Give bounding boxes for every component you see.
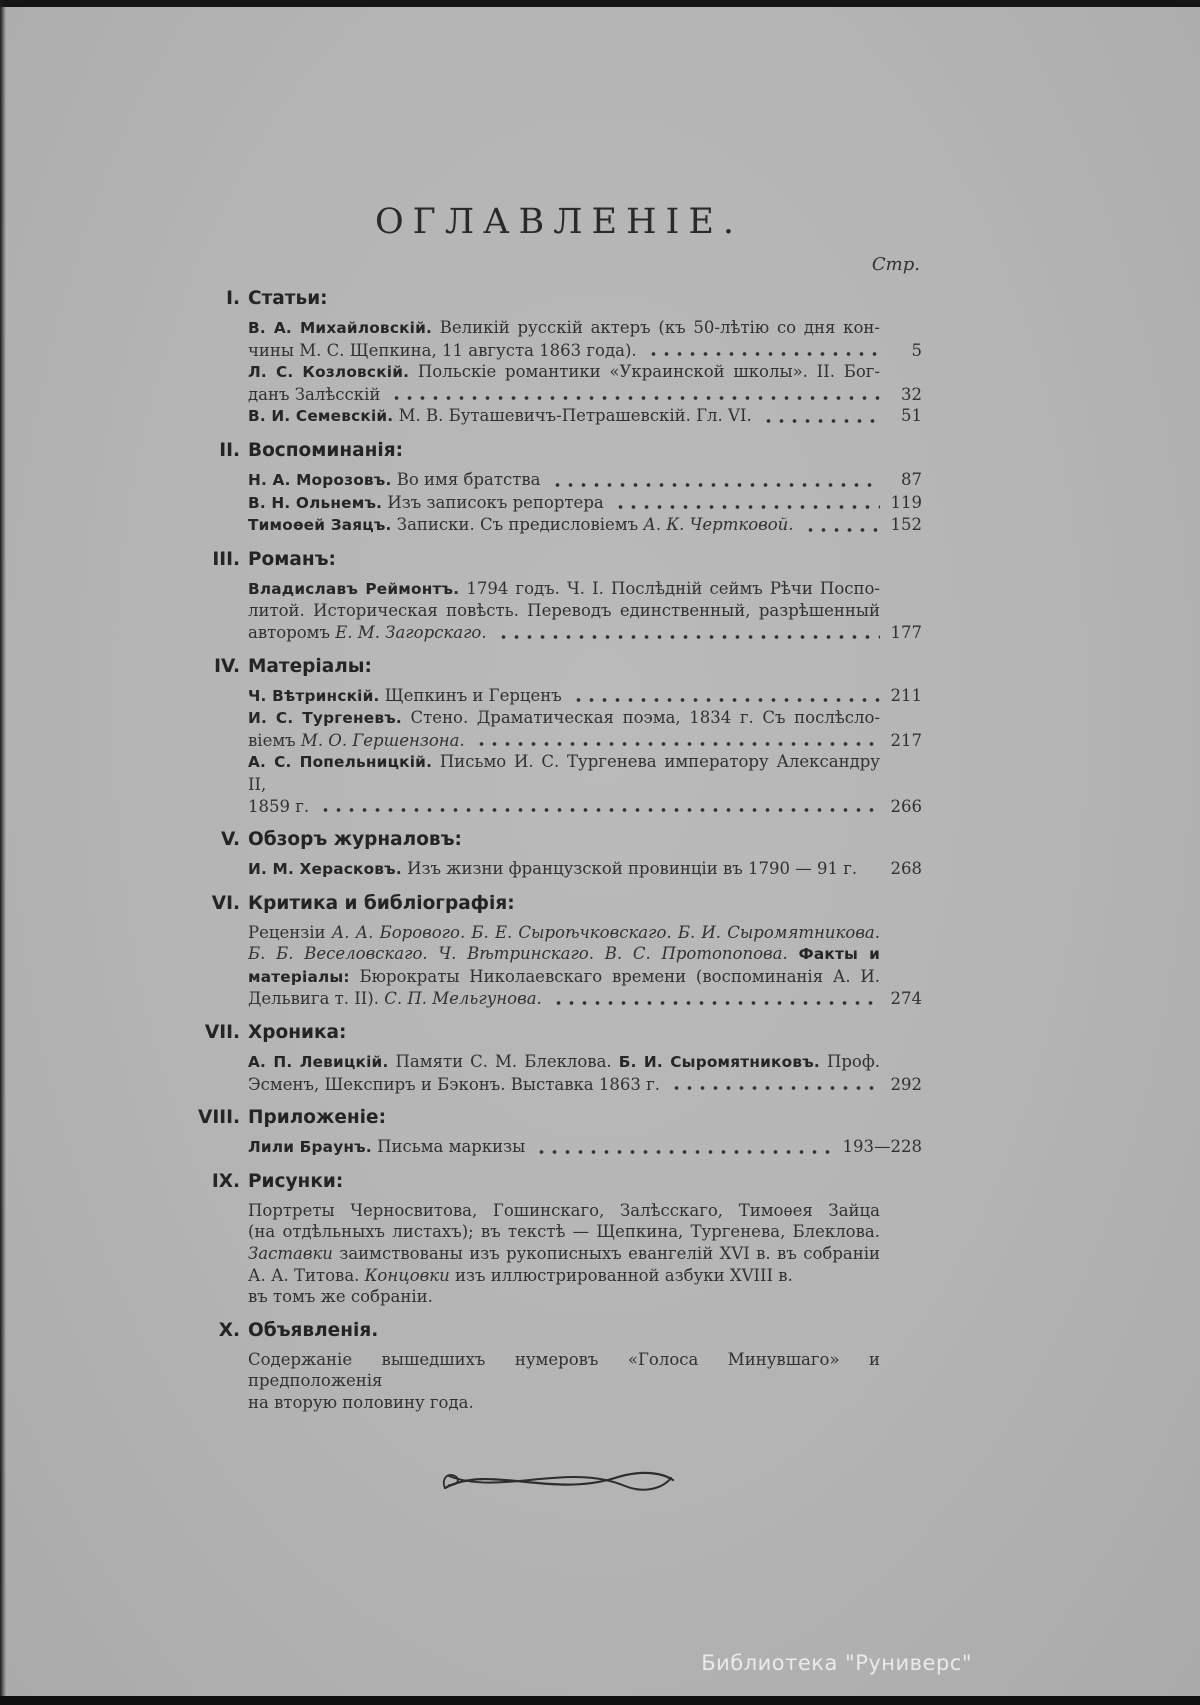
toc-line (248, 340, 922, 362)
page-title: ОГЛАВЛЕНІЕ. (374, 202, 744, 242)
section-number: IX. (211, 1170, 240, 1192)
dot-leader (475, 741, 880, 747)
dot-leader (319, 807, 880, 813)
text-run: Изъ записокъ репортера (382, 492, 604, 512)
toc-line-text (248, 514, 794, 537)
section-heading (196, 1106, 922, 1130)
toc-line (248, 1286, 922, 1308)
section-entries (248, 858, 922, 881)
section-title: Критика и библіографія: (248, 892, 515, 914)
text-run: Рецензіи (248, 922, 332, 942)
toc-line (248, 1243, 922, 1265)
author-name: А. С. Попельницкій. (248, 753, 433, 772)
scan-edge-bottom (0, 1696, 1200, 1705)
toc-line (248, 796, 922, 818)
toc-line (248, 384, 922, 406)
toc-line-text (248, 1221, 880, 1243)
toc-line-text (248, 858, 857, 881)
page-number: 87 (901, 469, 922, 489)
toc-line (248, 361, 922, 384)
dot-leader (535, 1149, 834, 1155)
section-entries (248, 685, 922, 818)
text-run: литой. Историческая повѣсть. Переводъ единственный, разрѣшенный (248, 601, 880, 621)
toc-line (248, 405, 922, 428)
toc-line (248, 1349, 922, 1392)
section-title: Романъ: (248, 548, 336, 570)
section-number: II. (219, 439, 240, 461)
toc-section (196, 1170, 922, 1308)
toc-line (248, 469, 922, 492)
author-name: Н. А. Морозовъ. (248, 470, 392, 489)
italic-name: А. А. Борового. Б. Е. Сыроѣчковскаго. Б. И. Сыромятникова. (331, 922, 881, 942)
section-heading (196, 439, 922, 463)
toc-line-text (248, 578, 880, 601)
section-title: Обзоръ журналовъ: (248, 829, 462, 851)
toc-line (248, 1200, 922, 1222)
toc-line-text (248, 384, 380, 406)
page-number: 266 (890, 796, 922, 816)
section-number: VII. (204, 1022, 240, 1044)
page-number: 193—228 (842, 1137, 922, 1157)
page-number: 5 (911, 340, 922, 360)
toc-line (248, 1265, 922, 1287)
section-entries (248, 1349, 922, 1414)
text-run: Бюрократы Николаевскаго времени (воспоминанія А. И. (349, 966, 880, 986)
section-heading (196, 892, 922, 916)
dot-leader (552, 1000, 880, 1006)
author-name: Тимоѳей Заяцъ. (248, 516, 392, 535)
dot-leader (551, 482, 881, 488)
toc-line-text (248, 751, 880, 795)
section-number: III. (212, 548, 240, 570)
toc-line (248, 514, 922, 537)
text-run: Письмо И. С. Тургенева императору Александру II, (248, 752, 880, 794)
toc-line (248, 685, 922, 708)
toc-line-text (248, 988, 542, 1010)
section-title: Приложеніе: (248, 1107, 386, 1129)
dot-leader (804, 527, 880, 533)
page-number: 211 (890, 685, 922, 705)
toc-line-text (248, 707, 880, 730)
dot-leader (390, 395, 880, 401)
page-number: 268 (890, 859, 922, 879)
scan-edge-left (0, 0, 6, 1705)
section-entries (248, 578, 922, 644)
section-heading (196, 1319, 922, 1343)
text-run: данъ Залѣсскій (248, 384, 381, 404)
toc-section (196, 892, 922, 1010)
toc-line-text (248, 1136, 525, 1159)
page-number: 274 (890, 989, 922, 1009)
section-entries (248, 1200, 922, 1308)
toc-line-text (248, 340, 637, 362)
toc-line-text (248, 1243, 880, 1265)
section-heading (196, 655, 922, 679)
italic-name: А. К. Чертковой. (643, 515, 794, 535)
italic-name: М. О. Гершензона. (300, 730, 465, 750)
author-name: Л. С. Козловскій. (248, 363, 410, 382)
toc-line-text (248, 966, 880, 989)
page-number: 32 (901, 384, 922, 404)
page-number: 217 (890, 730, 922, 750)
toc-line (248, 922, 922, 944)
section-title: Хроника: (248, 1022, 347, 1044)
toc-line-text (248, 796, 309, 818)
section-title: Матеріалы: (248, 655, 372, 677)
section-heading (196, 828, 922, 852)
section-title: Воспоминанія: (248, 439, 404, 461)
toc-line-text (248, 469, 541, 492)
text-run: Эсменъ, Шекспиръ и Бэконъ. Выставка 1863 г. (248, 1074, 661, 1094)
author-name: И. М. Херасковъ. (248, 860, 402, 879)
text-run: (на отдѣльныхъ листахъ); въ текстѣ — Щепкина, Тургенева, Блеклова. (248, 1222, 880, 1242)
text-run: Стено. Драматическая поэма, 1834 г. Съ послѣсло- (401, 708, 881, 728)
flourish-ornament (196, 1458, 922, 1506)
section-heading (196, 548, 922, 572)
author-name: Владиславъ Реймонтъ. (248, 579, 460, 598)
section-heading (196, 1021, 922, 1045)
text-run: Портреты Черносвитова, Гошинскаго, Залѣсскаго, Тимоѳея Зайца (248, 1200, 880, 1220)
author-name: Лили Браунъ. (248, 1138, 372, 1157)
text-run: чины М. С. Щепкина, 11 августа 1863 года). (248, 340, 637, 360)
toc-line (248, 1051, 922, 1074)
dot-leader (647, 351, 880, 357)
author-name: В. А. Михайловскій. (248, 319, 433, 337)
toc-line-text (248, 492, 604, 515)
text-run: Щепкинъ и Герценъ (379, 685, 562, 705)
page-number: 292 (890, 1074, 922, 1094)
text-run: Во имя братства (391, 469, 541, 489)
page-number: 119 (890, 492, 922, 512)
toc-line-text (248, 685, 562, 708)
toc-section (196, 1319, 922, 1414)
toc-line (248, 578, 922, 601)
text-run: на вторую половину года. (248, 1393, 474, 1412)
section-number: I. (226, 288, 240, 309)
text-run: Содержаніе вышедшихъ нумеровъ «Голоса Минувшаго» и предположенія (248, 1349, 880, 1391)
section-number: X. (218, 1319, 240, 1341)
text-run: изъ иллюстрированной азбуки XVIII в. (449, 1265, 793, 1285)
section-title: Статьи: (248, 288, 328, 309)
section-entries (248, 922, 922, 1010)
watermark: Библиотека "Руниверс" (701, 1651, 972, 1675)
text-run: Великій русскій актеръ (къ 50-лѣтію со дня кон- (432, 318, 880, 337)
toc-line-text (248, 405, 752, 428)
toc-line (248, 751, 922, 795)
section-entries (248, 469, 922, 537)
toc-section (196, 439, 922, 537)
text-run: Записки. Съ предисловіемъ (391, 515, 644, 535)
author-name: И. С. Тургеневъ. (248, 709, 402, 728)
italic-name: Б. Б. Веселовскаго. Ч. Вѣтринскаго. В. С. Протопопова. (248, 944, 788, 964)
italic-name: Е. М. Загорскаго. (335, 622, 487, 642)
page-number: 177 (890, 622, 922, 642)
toc-line (248, 988, 922, 1010)
toc-line-text (248, 730, 465, 752)
dot-leader (614, 504, 880, 510)
toc-line (248, 966, 922, 989)
text-run: віемъ (248, 730, 301, 750)
author-name: В. Н. Ольнемъ. (248, 493, 383, 512)
author-name: Б. И. Сыромятниковъ. (618, 1053, 820, 1072)
author-name: В. И. Семевскій. (248, 407, 394, 426)
author-name: Ч. Вѣтринскій. (248, 686, 380, 705)
toc-section (196, 548, 922, 644)
italic-name: С. П. Мельгунова. (384, 989, 542, 1009)
toc-line (248, 1074, 922, 1096)
section-number: V. (221, 829, 240, 851)
toc-line-text (248, 943, 880, 966)
section-number: VI. (211, 892, 240, 914)
text-run: 1859 г. (248, 796, 310, 816)
italic-name: Заставки (248, 1244, 333, 1264)
section-entries (248, 1051, 922, 1095)
text-run: въ томъ же собраніи. (248, 1287, 433, 1307)
text-run: Дельвига т. II). (248, 989, 385, 1009)
toc-line (248, 622, 922, 644)
dot-leader (670, 1085, 880, 1091)
text-run: М. В. Буташевичъ-Петрашевскій. Гл. VI. (393, 406, 752, 426)
toc-line (248, 858, 922, 881)
toc-line (248, 707, 922, 730)
text-run: авторомъ (248, 622, 336, 642)
toc-line-text (248, 1286, 433, 1308)
text-run (788, 944, 799, 963)
section-number: IV. (214, 655, 240, 677)
toc-line (248, 943, 922, 966)
section-entries (248, 317, 922, 428)
section-heading (196, 287, 922, 311)
toc-line-text (248, 1265, 793, 1287)
page-number: 51 (901, 406, 922, 426)
scan-edge-top (0, 0, 1200, 7)
toc-line (248, 1392, 922, 1414)
toc-line (248, 1136, 922, 1159)
author-name: А. П. Левицкій. (248, 1053, 389, 1072)
toc-line (248, 600, 922, 622)
page-column-header: Стр. (871, 254, 920, 275)
text-run: Проф. (819, 1052, 880, 1072)
text-run: заимствованы изъ рукописныхъ евангелій XVI в. въ собраніи (332, 1244, 880, 1264)
toc-line-text (248, 600, 880, 622)
section-title: Объявленія. (248, 1319, 379, 1341)
toc-section (196, 828, 922, 881)
toc-section (196, 655, 922, 818)
italic-name: Концовки (364, 1265, 450, 1285)
dot-leader (497, 634, 880, 640)
toc-section (196, 1021, 922, 1095)
toc-line-text (248, 622, 487, 644)
toc-line-text (248, 1051, 880, 1074)
toc-section (196, 287, 922, 428)
author-name: матеріалы: (248, 967, 350, 986)
toc-line (248, 730, 922, 752)
toc-line-text (248, 1349, 880, 1392)
toc-line-text (248, 922, 880, 944)
toc-line-text (248, 1392, 474, 1414)
author-name: Факты и (798, 945, 880, 964)
dot-leader (762, 418, 880, 424)
text-run: Памяти С. М. Блеклова. (388, 1052, 619, 1072)
text-run: Изъ жизни французской провинціи въ 1790 — 91 г. (401, 859, 858, 879)
toc-line-text (248, 361, 880, 384)
toc-line-text (248, 1074, 660, 1096)
section-title: Рисунки: (248, 1170, 344, 1192)
toc-line (248, 1221, 922, 1243)
text-run: 1794 годъ. Ч. I. Послѣдній сеймъ Рѣчи Поспо- (459, 578, 880, 598)
toc-line-text (248, 1200, 880, 1222)
page-number: 152 (890, 515, 922, 535)
text-run: Польскіе романтики «Украинской школы». II. Бог- (409, 362, 881, 382)
section-entries (248, 1136, 922, 1159)
text-run: Письма маркизы (371, 1137, 526, 1157)
toc-sections (196, 287, 922, 1414)
dot-leader (572, 697, 880, 703)
toc-section (196, 1106, 922, 1159)
section-number: VIII. (198, 1107, 240, 1129)
text-run: А. А. Титова. (248, 1265, 365, 1285)
toc-line-text (248, 317, 880, 340)
toc-content (196, 200, 922, 1506)
flourish-swash-icon (439, 1458, 679, 1502)
section-heading (196, 1170, 922, 1194)
toc-line (248, 317, 922, 340)
toc-line (248, 492, 922, 515)
